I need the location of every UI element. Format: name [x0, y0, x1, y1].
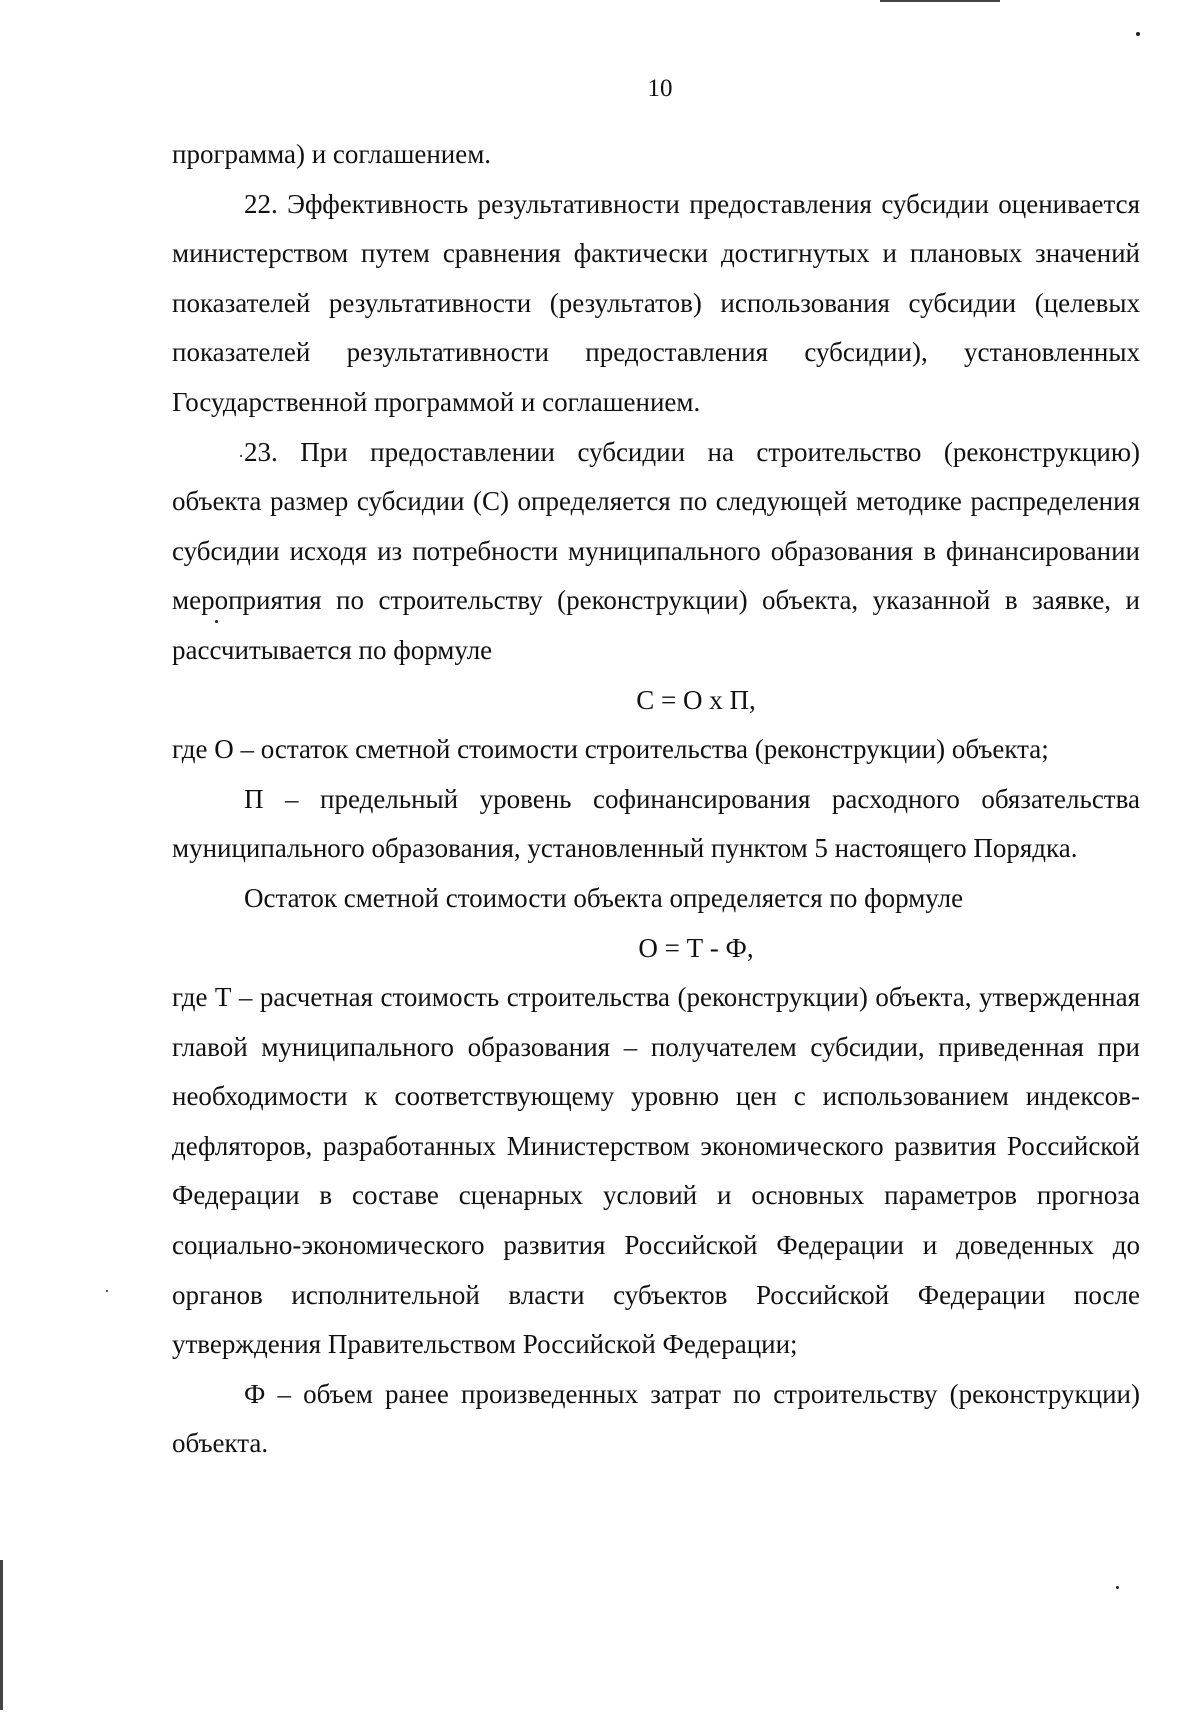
scan-edge-left: [0, 1560, 3, 1710]
definition-o: где О – остаток сметной стоимости строительства (реконструкции) объекта;: [172, 734, 1049, 765]
scan-speck: [215, 620, 218, 623]
scan-speck: [1136, 32, 1140, 36]
paragraph-22: 22. Эффективность результативности предоставления субсидии оценивается министерством путем сравнения фактически достигнутых и плановых значений показателей результативности (результатов) использования субсидии (целевых показателей результативности предоставления субсидии), установленных Государственной программой и соглашением.: [172, 188, 1140, 417]
document-body: [172, 130, 1140, 1469]
scan-speck: [1116, 1586, 1119, 1589]
definition-p: П – предельный уровень софинансирования расходного обязательства муниципального образования, установленный пунктом 5 настоящего Порядка.: [172, 783, 1140, 864]
paragraph-continuation: программа) и соглашением.: [172, 139, 492, 169]
scan-speck: [240, 455, 242, 457]
paragraph-23: 23. При предоставлении субсидии на строительство (реконструкцию) объекта размер субсидии (С) определяется по следующей методике распределения субсидии исходя из потребности муниципального образования в финансировании мероприятия по строительству (реконструкции) объекта, указанной в заявке, и рассчитывается по формуле: [172, 436, 1140, 665]
definition-t: где Т – расчетная стоимость строительства (реконструкции) объекта, утвержденная главой муниципального образования – получателем субсидии, приведенная при необходимости к соответствующему уровню цен с использованием индексов-дефляторов, разработанных Министерством экономического развития Российской Федерации в составе сценарных условий и основных параметров прогноза социально-экономического развития Российской Федерации и доведенных до органов исполнительной власти субъектов Российской Федерации после утверждения Правительством Российской Федерации;: [172, 982, 1140, 1360]
formula-subsidy: С = О х П,: [636, 684, 756, 715]
definition-f: Ф – объем ранее произведенных затрат по строительству (реконструкции) объекта.: [172, 1378, 1140, 1459]
page-number: 10: [647, 75, 673, 102]
scan-speck: [106, 1290, 108, 1292]
scan-edge-top: [880, 0, 1000, 2]
remaining-cost-intro: Остаток сметной стоимости объекта определяется по формуле: [244, 882, 964, 913]
formula-remaining-cost: О = Т - Ф,: [638, 932, 754, 963]
